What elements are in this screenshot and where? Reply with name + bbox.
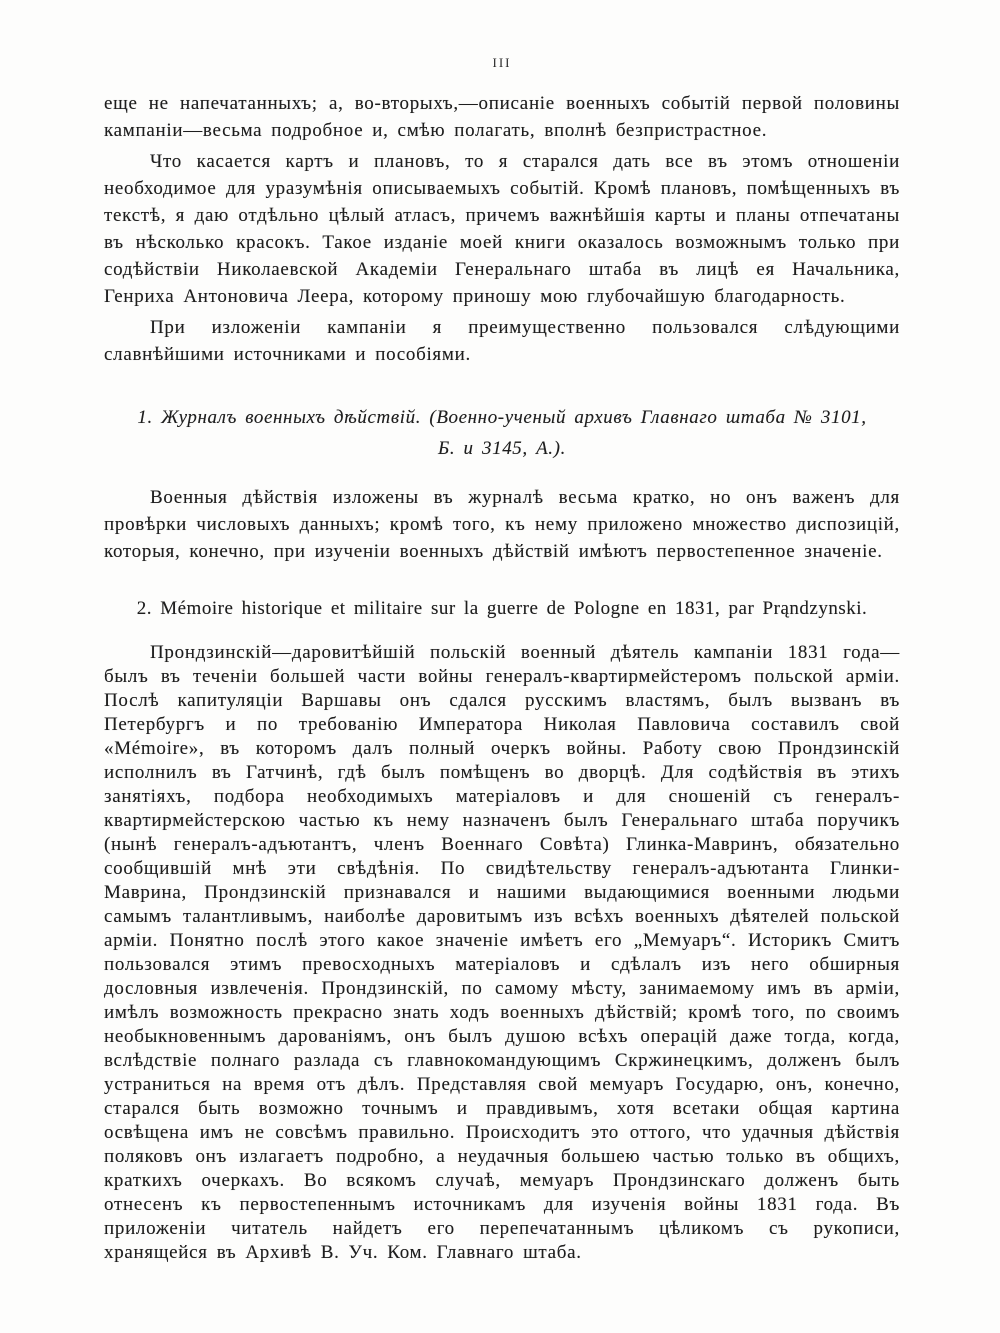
page-number: III	[492, 55, 512, 70]
source-2-description: Прондзинскій—даровитѣйшій польскій военный дѣятель кампаніи 1831 года—былъ въ теченіи большей части войны генералъ-квартирмейстеромъ польской арміи. Послѣ капитуляціи Варшавы онъ сдался русскимъ властямъ, былъ вызванъ въ Петербургъ и по требованію Императора Николая Павловича составилъ свой «Mémoire», въ которомъ далъ полный очеркъ войны. Работу свою Прондзинскій исполнилъ въ Гатчинѣ, гдѣ былъ помѣщенъ во дворцѣ. Для содѣйствія въ этихъ занятіяхъ, подбора необходимыхъ матеріаловъ и для сношеній съ генералъ-квартирмейстерскою частью къ нему назначенъ былъ Генеральнаго штаба поручикъ (нынѣ генералъ-адъютантъ, членъ Военнаго Совѣта) Глинка-Мавринъ, обязательно сообщившій мнѣ эти свѣдѣнія. По свидѣтельству генералъ-адъютанта Глинки-Маврина, Прондзинскій признавался и нашими выдающимися военными людьми самымъ талантливымъ, наиболѣе даровитымъ изъ всѣхъ военныхъ дѣятелей польской арміи. Понятно послѣ этого какое значеніе имѣетъ его „Мемуаръ“. Историкъ Смитъ пользовался этимъ превосходныхъ матеріаловъ и сдѣлалъ изъ него обширныя дословныя извлеченія. Прондзинскій, по самому мѣсту, занимаемому имъ въ арміи, имѣлъ возможность прекрасно знать ходъ военныхъ дѣйствій; кромѣ того, по своимъ необыкновеннымъ дарованіямъ, онъ былъ душою всѣхъ операцій даже тогда, когда, вслѣдствіе полнаго разлада съ главнокомандующимъ Скржинецкимъ, долженъ былъ устраниться на время отъ дѣлъ. Представляя свой мемуаръ Государю, онъ, конечно, старался быть возможно точнымъ и правдивымъ, хотя всетаки общая картина освѣщена имъ не совсѣмъ правильно. Происходитъ это оттого, что удачныя дѣйствія поляковъ онъ излагаетъ подробно, а неудачныя большею частью только въ общихъ, краткихъ очеркахъ. Во всякомъ случаѣ, мемуаръ Прондзинскаго долженъ быть отнесенъ къ первостепеннымъ источникамъ для изученія войны 1831 года. Въ приложеніи читатель найдетъ его перепечатаннымъ цѣликомъ съ рукописи, хранящейся въ Архивѣ В. Уч. Ком. Главнаго штаба.	[104, 642, 900, 1263]
paragraph-continuation: еще не напечатанныхъ; а, во-вторыхъ,—описаніе военныхъ событій первой половины кампаніи—весьма подробное и, смѣю полагать, вполнѣ безпристрастное.	[104, 93, 900, 141]
source-1-heading-line-2: Б. и 3145, А.).	[438, 438, 566, 459]
paragraph-maps-plans: Что касается картъ и плановъ, то я старался дать все въ этомъ отношеніи необходимое для уразумѣнія описываемыхъ событій. Кромѣ плановъ, помѣщенныхъ въ текстѣ, я даю отдѣльно цѣлый атласъ, причемъ важнѣйшія карты и планы отпечатаны въ нѣсколько красокъ. Такое изданіе моей книги оказалось возможнымъ только при содѣйствіи Николаевской Академіи Генеральнаго штаба въ лицѣ ея Начальника, Генриха Антоновича Леера, которому приношу мою глубочайшую благодарность.	[104, 151, 900, 307]
source-1-heading	[104, 402, 900, 464]
paragraph-sources-intro: При изложеніи кампаніи я преимущественно пользовался слѣдующими славнѣйшими источниками и пособіями.	[104, 317, 900, 365]
source-2-heading: 2. Mémoire historique et militaire sur la guerre de Pologne en 1831, par Prąndzynski.	[136, 598, 868, 619]
source-1-description: Военныя дѣйствія изложены въ журналѣ весьма кратко, но онъ важенъ для провѣрки числовыхъ данныхъ; кромѣ того, къ нему приложено множество диспозицій, которыя, конечно, при изученіи военныхъ дѣйствій имѣютъ первостепенное значеніе.	[104, 487, 900, 562]
source-1-heading-line-1: 1. Журналъ военныхъ дѣйствій. (Военно-ученый архивъ Главнаго штаба № 3101,	[137, 407, 867, 428]
